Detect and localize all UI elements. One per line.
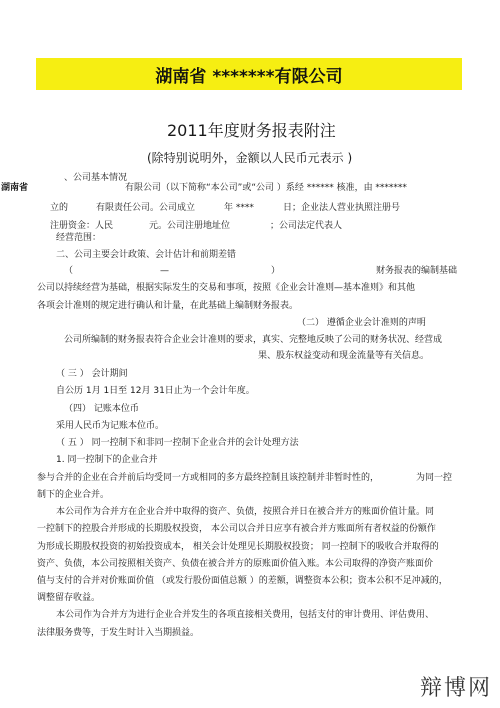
text-line: 经营范围： <box>56 233 102 243</box>
section-heading-accounting-policies: 二、公司主要会计政策、会计估计和前期差错 <box>56 250 237 260</box>
document-subtitle: (除特别说明外，金额以人民币元表示 ) <box>147 151 353 165</box>
subheading-basis: 财务报表的编制基础 <box>376 266 458 276</box>
text-line: 日；企业法人营业执照注册号 <box>283 203 401 213</box>
section-heading-company-info: 、公司基本情况 <box>64 173 128 183</box>
text-line: 为同一控 <box>416 473 453 483</box>
subheading-compliance: （二） 遵循企业会计准则的声明 <box>297 318 426 328</box>
text-line: 为形成长期股权投资的初始投资成本， 相关会计处理见长期股权投资； 同一控制下的吸收合并取得的 <box>37 542 439 552</box>
company-name-banner <box>36 58 462 90</box>
text-line: 有限公司（以下简称“本公司”或“公司 ）系经 ****** 核准，由 ******* <box>125 183 407 193</box>
text-line: 果、股东权益变动和现金流量等有关信息。 <box>258 351 430 361</box>
text-line: — <box>160 266 169 276</box>
subheading-common-control: 1. 同一控制下的企业合并 <box>56 455 158 465</box>
text-line: 注册资金：人民 <box>50 221 114 231</box>
text-line: 资产、负债，本公司按照相关资产、负债在被合并方的原账面价值入账。本公司取得的净资产账面价 <box>37 559 434 569</box>
text-line: （ <box>64 266 74 276</box>
text-line: 采用人民币为记账本位币。 <box>56 421 165 431</box>
text-line: 一控制下的控股合并形成的长期股权投资， 本公司以合并日应享有被合并方账面所有者权益的份额作 <box>37 524 436 534</box>
subheading-business-combination: （ 五 ） 同一控制下和非同一控制下企业合并的会计处理方法 <box>56 438 299 448</box>
text-line: 各项会计准则的规定进行确认和计量，在此基础上编制财务报表。 <box>37 301 299 311</box>
text-line: 本公司作为合并方在企业合并中取得的资产、负债，按照合并日在被合并方的账面价值计量。同 <box>56 507 435 517</box>
text-line: ） <box>271 266 281 276</box>
company-name: 湖南省 *******有限公司 <box>155 66 343 87</box>
text-line: 制下的企业合并。 <box>37 490 110 500</box>
site-watermark: 辩博网 <box>419 676 492 701</box>
text-line: 公司以持续经营为基础，根据实际发生的交易和事项，按照《企业会计准则—基本准则》和其他 <box>37 283 416 293</box>
text-line: 调整留存收益。 <box>37 593 101 603</box>
text-line: 法律服务费等，于发生时计入当期损益。 <box>37 628 200 638</box>
document-title: 2011年度财务报表附注 <box>167 121 336 140</box>
text-line: 元。公司注册地址位 <box>149 221 231 231</box>
province-label: 湖南省 <box>1 183 29 193</box>
subheading-currency: （四） 记账本位币 <box>64 404 139 414</box>
text-line: 参与合并的企业在合并前后均受同一方或相同的多方最终控制且该控制并非暂时性的， <box>37 473 380 483</box>
text-line: ；公司法定代表人 <box>270 221 343 231</box>
subheading-accounting-period: （ 三 ） 会计期间 <box>56 369 128 379</box>
text-line: 公司所编制的财务报表符合企业会计准则的要求，真实、完整地反映了公司的财务状况、经营成 <box>64 335 443 345</box>
text-line: 本公司作为合并方为进行企业合并发生的各项直接相关费用，包括支付的审计费用、评估费用、 <box>56 610 435 620</box>
text-line: 自公历 1月 1日至 12月 31日止为一个会计年度。 <box>56 386 255 396</box>
text-line: 立的 <box>50 203 69 213</box>
text-line: 值与支付的合并对价账面价值 （或发行股份面值总额 ）的差额，调整资本公积；资本公积不足冲减的， <box>37 576 448 586</box>
text-line: 年 **** <box>224 203 254 213</box>
text-line: 有限责任公司。公司成立 <box>96 203 196 213</box>
